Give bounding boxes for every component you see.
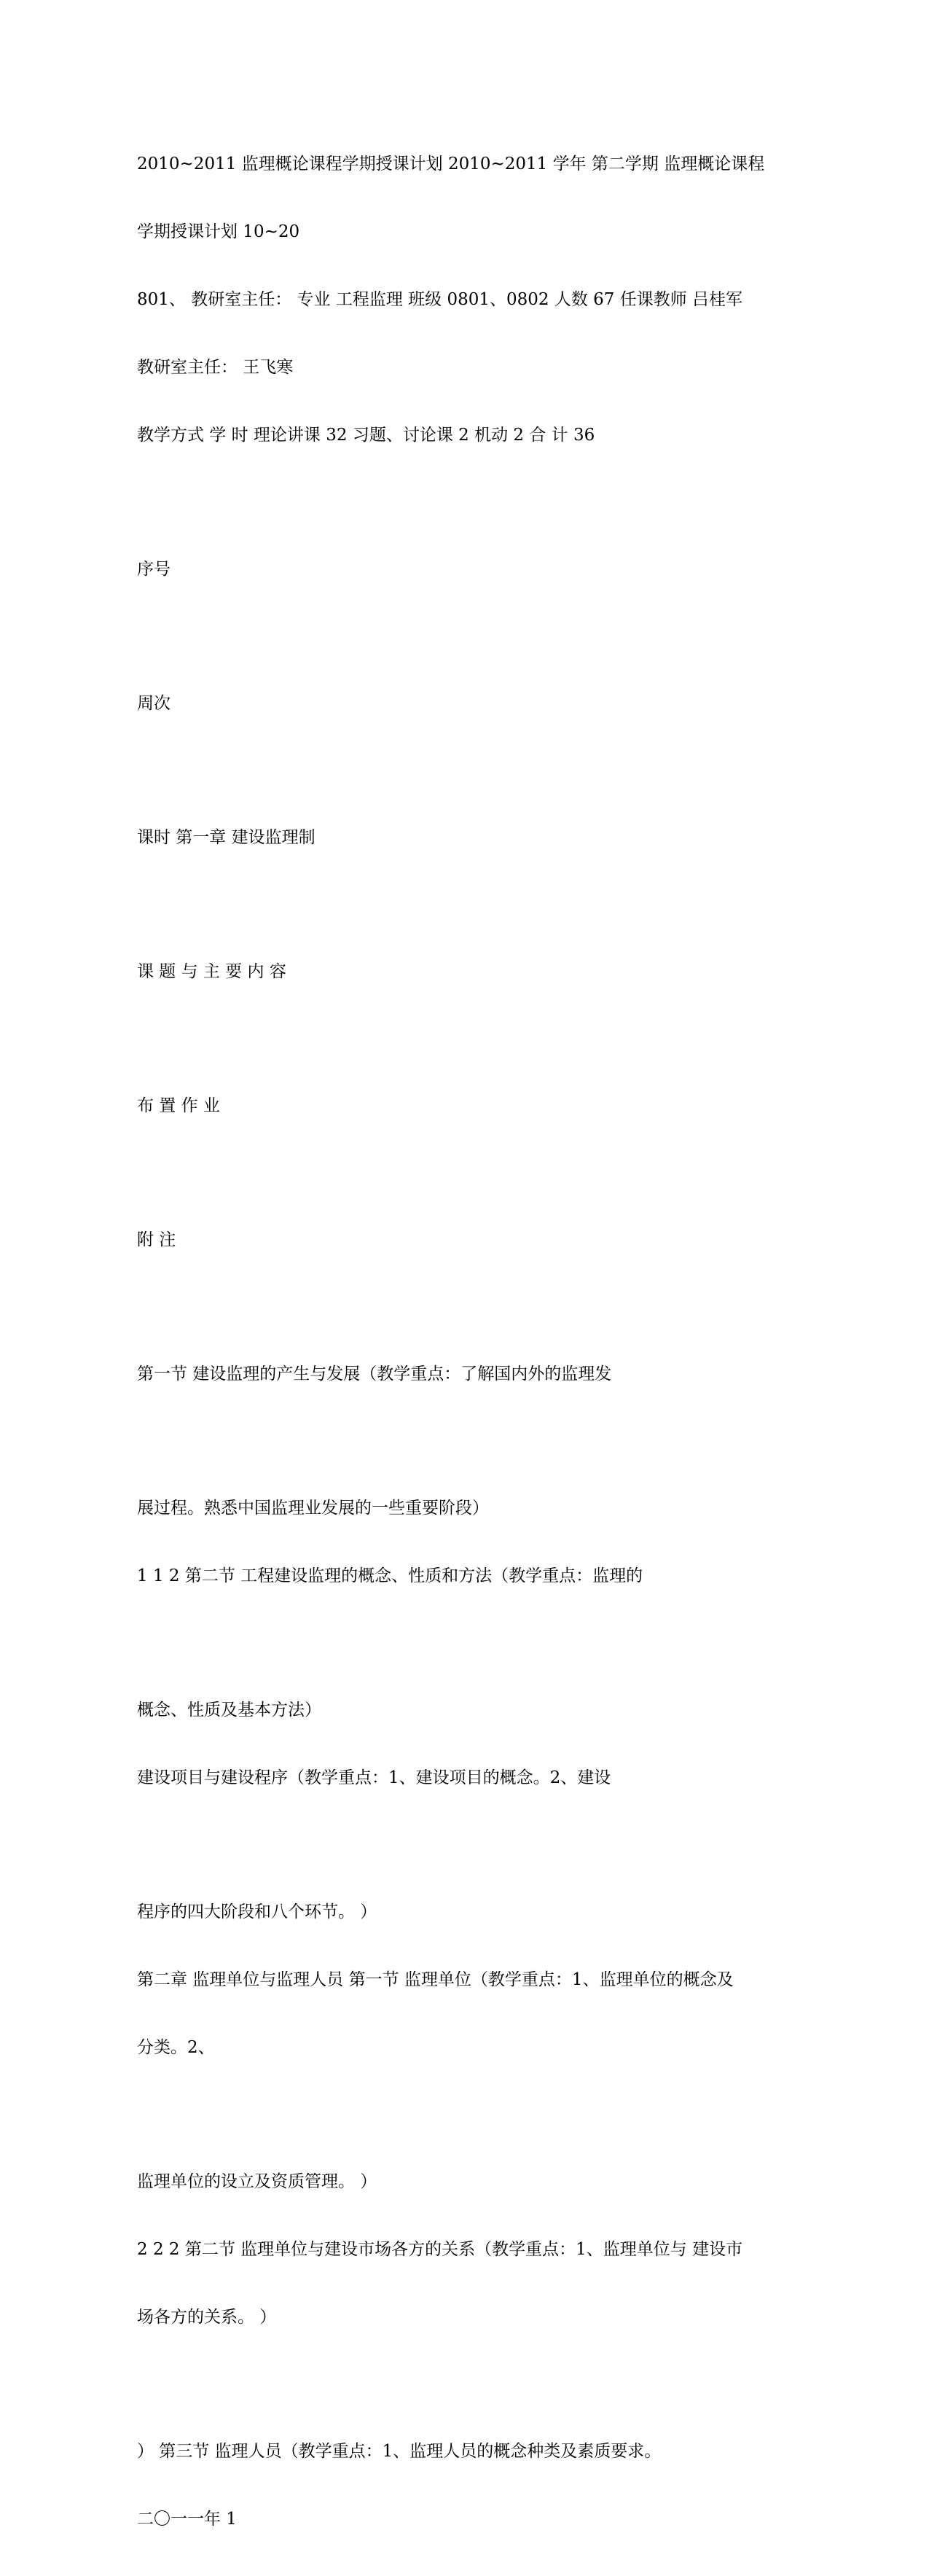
header-topic: 课 题 与 主 要 内 容 [137, 962, 286, 981]
info-line-1: 801、 教研室主任： 专业 工程监理 班级 0801、0802 人数 67 任课教师 吕桂军 [137, 290, 743, 309]
chapter-2-line-1: 第二章 监理单位与监理人员 第一节 监理单位（教学重点：1、监理单位的概念及 [137, 1970, 734, 1989]
chapter-2-line-3: 监理单位的设立及资质管理。 ） [137, 2172, 377, 2191]
section-3-line-2: 程序的四大阶段和八个环节。 ） [137, 1902, 377, 1921]
paragraph-gap [137, 894, 793, 916]
teaching-method-line: 教学方式 学 时 理论讲课 32 习题、讨论课 2 机动 2 合 计 36 [137, 426, 595, 445]
header-hours-chapter-1: 课时 第一章 建设监理制 [137, 828, 315, 847]
header-notes: 附 注 [137, 1230, 176, 1249]
paragraph-gap [137, 1297, 793, 1318]
paragraph-gap [137, 2374, 793, 2395]
paragraph-gap [137, 1431, 793, 1452]
paragraph-gap [137, 760, 793, 781]
section-2-line-1: 1 1 2 第二节 工程建设监理的概念、性质和方法（教学重点：监理的 [137, 1566, 643, 1585]
document-body [137, 108, 793, 2576]
header-homework: 布 置 作 业 [137, 1096, 220, 1115]
header-seq: 序号 [137, 560, 170, 579]
info-line-2: 教研室主任： 王飞寒 [137, 358, 294, 377]
chapter-2-section-2-line-2: 场各方的关系。 ） [137, 2308, 277, 2327]
section-1-line-1: 第一节 建设监理的产生与发展（教学重点：了解国内外的监理发 [137, 1365, 612, 1383]
section-3-line-1: 建设项目与建设程序（教学重点：1、建设项目的概念。2、建设 [137, 1768, 611, 1787]
paragraph-gap [137, 1029, 793, 1050]
chapter-2-line-2: 分类。2、 [137, 2038, 215, 2057]
chapter-2-section-3-line: ） 第三节 监理人员（教学重点：1、监理人员的概念种类及素质要求。 [137, 2442, 662, 2461]
title-line-1: 2010~2011 监理概论课程学期授课计划 2010~2011 学年 第二学期 监理概论课程 [137, 155, 765, 173]
paragraph-gap [137, 1633, 793, 1654]
header-week: 周次 [137, 694, 170, 713]
section-2-line-2: 概念、性质及基本方法） [137, 1701, 321, 1720]
paragraph-gap [137, 1163, 793, 1184]
paragraph-gap [137, 2104, 793, 2126]
paragraph-gap [137, 492, 793, 513]
title-line-2: 学期授课计划 10~20 [137, 222, 300, 241]
chapter-2-section-2-line-1: 2 2 2 第二节 监理单位与建设市场各方的关系（教学重点：1、监理单位与 建设市 [137, 2240, 743, 2259]
date-line: 二〇一一年 1 [137, 2510, 237, 2529]
paragraph-gap [137, 626, 793, 647]
paragraph-gap [137, 1835, 793, 1856]
section-1-line-2: 展过程。熟悉中国监理业发展的一些重要阶段） [137, 1499, 489, 1518]
